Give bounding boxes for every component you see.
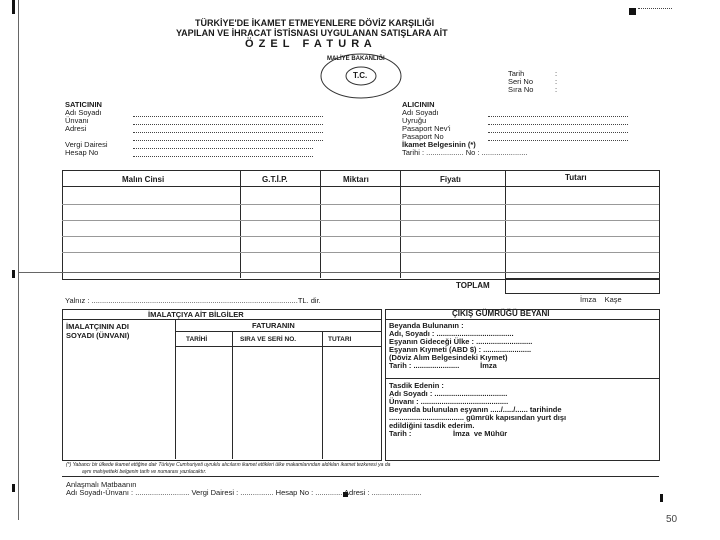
seal-center-text: T.C. — [353, 71, 368, 80]
page-number: 50 — [666, 514, 678, 525]
customs-line: Adı, Soyadı : ..................................... — [389, 329, 514, 338]
serial-label: Seri No — [508, 77, 534, 86]
invoice-subheader-rule — [175, 346, 381, 347]
corner-marker — [12, 0, 15, 14]
seller-address-label: Adresi — [65, 124, 87, 133]
total-label: TOPLAM — [456, 281, 490, 290]
header-line-2: YAPILAN VE İHRACAT İSTİSNASI UYGULANAN SATIŞLARA AİT — [176, 28, 448, 38]
invoice-serial-col: SIRA VE SERİ NO. — [240, 336, 297, 343]
customs-line: Eşyanın Gideceği Ülke : ........................... — [389, 337, 533, 346]
col-price: Fiyatı — [440, 175, 461, 184]
printer-rule — [62, 476, 659, 477]
sequence-colon: : — [555, 85, 558, 94]
customs-line: Eşyanın Kıymeti (ABD $) : ....................... — [389, 345, 532, 354]
items-col-divider — [400, 170, 401, 278]
items-row-line — [62, 204, 659, 205]
buyer-date-line: Tarihi : .................. No : ...................... — [402, 148, 528, 157]
approve-line: Tarih : İmza ve Mühür — [389, 429, 508, 438]
sequence-label: Sıra No — [508, 85, 534, 94]
invoice-date-col: TARİHİ — [186, 336, 208, 343]
items-row-line — [62, 252, 659, 253]
seller-taxoffice-label: Vergi Dairesi — [65, 140, 108, 149]
col-quantity: Miktarı — [343, 175, 369, 184]
printer-details: Adı Soyadı-Ünvanı : .......................... Vergi Dairesi : ................ Hesap No : ............. Adresi : ........................ — [66, 488, 422, 497]
customs-divider — [385, 378, 659, 379]
seller-fill-line — [133, 140, 323, 141]
buyer-fill-line — [488, 140, 628, 141]
seller-fill-line — [133, 156, 313, 157]
buyer-fill-line — [488, 132, 628, 133]
approve-line: .................................... gümrük kapısından yurt dışı — [389, 413, 567, 422]
buyer-name-label: Adı Soyadı — [402, 108, 439, 117]
buyer-fill-line — [488, 124, 628, 125]
invoice-total-col: TUTARI — [328, 336, 352, 343]
manufacturer-heading-rule — [62, 319, 381, 320]
amount-in-words: Yalnız : ...................................................................................................TL. dir. — [65, 296, 321, 305]
items-row-line — [62, 236, 659, 237]
document-title: Ö Z E L F A T U R A — [245, 38, 373, 50]
footnote-line-2: aynı mahiyetteki belgenin tarih ve numarası yazılacaktır. — [82, 469, 207, 475]
items-header-rule — [62, 186, 659, 187]
printer-heading: Anlaşmalı Matbaanın — [66, 480, 137, 489]
items-col-divider — [320, 170, 321, 278]
seller-fill-line — [133, 116, 323, 117]
items-col-divider — [505, 170, 506, 278]
invoice-heading-rule — [175, 331, 381, 332]
seller-fill-line — [133, 148, 313, 149]
items-col-divider — [240, 170, 241, 278]
customs-heading-rule — [385, 319, 659, 320]
corner-dotted-line — [638, 8, 672, 9]
scan-seam — [18, 272, 660, 273]
buyer-fill-line — [488, 116, 628, 117]
buyer-nationality-label: Uyruğu — [402, 116, 427, 125]
page-left-edge-tick — [12, 270, 15, 278]
page-left-edge — [18, 0, 19, 520]
invoice-col-divider — [232, 331, 233, 459]
manufacturer-name-col: İMALATÇININ ADI SOYADI (ÜNVANI) — [66, 322, 130, 340]
invoice-col-divider — [322, 331, 323, 459]
seller-title-label: Ünvanı — [65, 116, 89, 125]
approve-line: Ünvanı : .......................................... — [389, 397, 509, 406]
seller-name-label: Adı Soyadı — [65, 108, 102, 117]
buyer-passport-type-label: Pasaport Nev'i — [402, 124, 451, 133]
seller-fill-line — [133, 124, 323, 125]
header-line-1: TÜRKİYE'DE İKAMET ETMEYENLERE DÖVİZ KARŞILIĞI — [195, 18, 435, 28]
manufacturer-heading: İMALATÇIYA AİT BİLGİLER — [148, 310, 244, 319]
ministry-seal — [316, 52, 406, 100]
col-amount: Tutarı — [565, 173, 587, 182]
invoice-heading: FATURANIN — [252, 321, 295, 330]
customs-line: Beyanda Bulunanın : — [389, 321, 464, 330]
col-gtip: G.T.İ.P. — [262, 175, 288, 184]
customs-heading: ÇIKIŞ GÜMRÜĞÜ BEYANI — [452, 309, 550, 318]
footnote-line-1: (*) Yabancı bir ülkede ikamet ettiğine dair Türkiye Cumhuriyeti uyruklu alıcıların ikamet ettikleri ülke makamlarından aldıkları ikamet tezkeresi ya da — [66, 462, 391, 468]
items-row-line — [62, 220, 659, 221]
col-goods-type: Malın Cinsi — [122, 175, 165, 184]
seller-account-label: Hesap No — [65, 148, 99, 157]
buyer-residence-label: İkamet Belgesinin (*) — [402, 140, 476, 149]
date-colon: : — [555, 69, 558, 78]
corner-marker — [629, 8, 636, 15]
seller-heading: SATICININ — [65, 100, 102, 109]
date-label: Tarih — [508, 69, 525, 78]
manufacturer-col-divider — [175, 319, 176, 459]
customs-line: Tarih : ...................... İmza — [389, 361, 497, 370]
right-edge-marker — [660, 494, 663, 502]
seal-arc-text: MALİYE BAKANLIĞI — [327, 56, 385, 62]
page-left-edge-tick — [12, 484, 15, 492]
serial-colon: : — [555, 77, 558, 86]
signature-stamp-label: İmza Kaşe — [580, 295, 622, 304]
approve-line: Adı Soyadı : ................................... — [389, 389, 508, 398]
buyer-heading: ALICININ — [402, 100, 435, 109]
total-box — [505, 278, 660, 294]
approve-line: Tasdik Edenin : — [389, 381, 444, 390]
approve-line: edildiğini tasdik ederim. — [389, 421, 475, 430]
buyer-passport-no-label: Pasaport No — [402, 132, 444, 141]
customs-line: (Döviz Alım Belgesindeki Kıymet) — [389, 353, 508, 362]
approve-line: Beyanda bulunulan eşyanın ...../...../...... tarihinde — [389, 405, 562, 414]
seller-fill-line — [133, 132, 323, 133]
